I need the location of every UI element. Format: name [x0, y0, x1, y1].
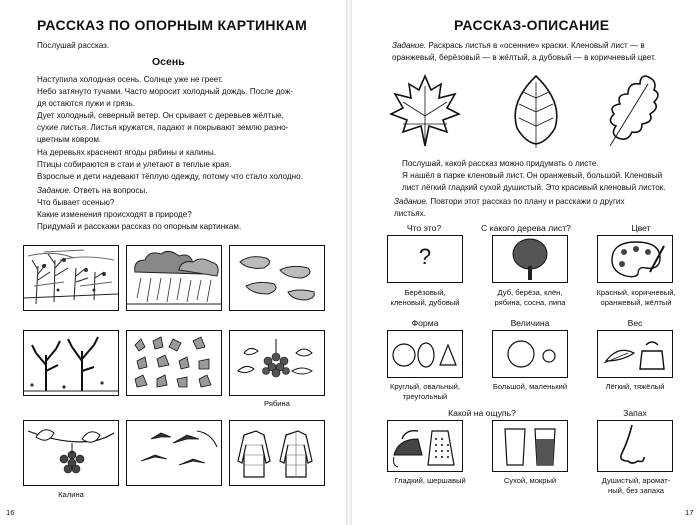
- task-coloring: [392, 40, 692, 64]
- birch-leaf-icon: [507, 72, 565, 150]
- plan-box-touch-rough: [387, 420, 463, 472]
- plan-label-touch: Какой на ощупь?: [448, 408, 516, 418]
- picture-fallen-leaves: [126, 330, 222, 396]
- picture-puddles: [229, 245, 325, 311]
- task-line: листьях.: [394, 209, 426, 219]
- oak-leaf-icon: [602, 72, 664, 150]
- plan-caption-smell: Душистый, аромат- ный, без запаха: [601, 476, 671, 495]
- question: Что бывает осенью?: [37, 198, 115, 208]
- story-line: На деревьях краснеют ягоды рябины и калины.: [37, 147, 216, 157]
- page-number-right: 17: [685, 508, 694, 517]
- task-line: Повтори этот рассказ по плану и расскажи о других: [430, 197, 625, 206]
- story-line: Наступила холодная осень. Солнце уже не греет.: [37, 75, 224, 84]
- plan-label-form: Форма: [411, 318, 439, 328]
- maple-leaf-icon: [389, 72, 461, 150]
- caption-viburnum: Калина: [58, 490, 84, 499]
- plan-caption-color: Красный, коричневый, оранжевый, жёлтый: [596, 288, 676, 307]
- plan-caption-touch-rough: Гладкий, шершавый: [394, 476, 466, 485]
- plan-label-size: Величина: [510, 318, 550, 328]
- task-line: оранжевый, берёзовый — в жёлтый, а дубовый — в коричневый цвет.: [392, 53, 657, 63]
- plan-box-tree: [492, 235, 568, 283]
- task-label: Задание.: [394, 197, 429, 206]
- story-line: дя остаются лужи и грязь.: [37, 99, 135, 109]
- page-number-left: 16: [6, 508, 15, 517]
- plan-box-weight: [597, 330, 673, 378]
- plan-box-form: [387, 330, 463, 378]
- plan-box-what: [387, 235, 463, 283]
- story-line: Взрослые и дети надевают тёплую одежду, потому что стало холодно.: [37, 171, 303, 181]
- task-block: [37, 185, 342, 233]
- question-mark: ?: [418, 244, 432, 269]
- story-title: Осень: [152, 56, 185, 68]
- picture-warm-clothes: [229, 420, 325, 486]
- palette-icon: [598, 236, 672, 282]
- plan-caption-weight: Лёгкий, тяжёлый: [605, 382, 665, 391]
- story-line: цветным ковром.: [37, 135, 102, 145]
- story-line: Дует холодный, северный ветер. Он срывает с деревьев жёлтые,: [37, 111, 284, 121]
- right-page: [352, 0, 699, 525]
- task-line: Раскрась листья в «осенние» краски. Кленовый лист — в: [428, 41, 645, 50]
- left-page-title: РАССКАЗ ПО ОПОРНЫМ КАРТИНКАМ: [37, 17, 308, 33]
- circles-size-icon: [493, 331, 567, 377]
- picture-wind-trees: [23, 245, 119, 311]
- story-line: Небо затянуто тучами. Часто моросит холодный дождь. После дож-: [37, 87, 293, 97]
- intro-text: Послушай рассказ.: [37, 41, 110, 50]
- plan-caption-form: Круглый, овальный, треугольный: [389, 382, 461, 401]
- plan-box-color: [597, 235, 673, 283]
- story-line: лист лёгкий гладкий сухой душистый. Это красивый кленовый листок.: [402, 183, 666, 193]
- plan-label-what: Что это?: [406, 223, 442, 233]
- plan-label-weight: Вес: [627, 318, 643, 328]
- question: Какие изменения происходят в природе?: [37, 210, 192, 220]
- sample-story: [402, 158, 694, 194]
- plan-label-color: Цвет: [631, 223, 651, 233]
- picture-birds-flying: [126, 420, 222, 486]
- iron-grater-icon: [388, 421, 462, 471]
- picture-bare-trees: [23, 330, 119, 396]
- picture-rowan: [229, 330, 325, 396]
- picture-viburnum: [23, 420, 119, 486]
- plan-caption-size: Большой, маленький: [492, 382, 568, 391]
- story-line: сухие листья. Листья кружатся, падают и покрывают землю разно-: [37, 123, 289, 133]
- plan-label-which-tree: С какого дерева лист?: [481, 223, 571, 233]
- plan-box-touch-wet: [492, 420, 568, 472]
- caption-rowan: Рябина: [264, 399, 290, 408]
- question: Придумай и расскажи рассказ по опорным картинкам.: [37, 222, 242, 232]
- story-line: Я нашёл в парке кленовый лист. Он оранжевый, большой. Кленовый: [402, 171, 663, 181]
- glasses-icon: [493, 421, 567, 471]
- task-label: Задание.: [37, 186, 72, 195]
- story-line: Птицы собираются в стаи и улетают в теплые края.: [37, 159, 232, 169]
- plan-caption-which-tree: Дуб, берёза, клён, рябина, сосна, липа: [494, 288, 566, 307]
- task-retell: [394, 196, 694, 220]
- plan-label-smell: Запах: [623, 408, 647, 418]
- task-label: Задание.: [392, 41, 427, 50]
- tree-icon: [493, 236, 567, 282]
- plan-caption-touch-wet: Сухой, мокрый: [503, 476, 557, 485]
- plan-box-size: [492, 330, 568, 378]
- right-page-title: РАССКАЗ-ОПИСАНИЕ: [454, 17, 610, 33]
- plan-caption-what: Берёзовый, кленовый, дубовый: [390, 288, 460, 307]
- picture-rain-clouds: [126, 245, 222, 311]
- story-text: [37, 74, 342, 183]
- shapes-icon: [388, 331, 462, 377]
- story-line: Послушай, какой рассказ можно придумать о листе.: [402, 159, 599, 168]
- feather-weight-icon: [598, 331, 672, 377]
- task-text: Ответь на вопросы.: [73, 186, 148, 195]
- nose-icon: [598, 421, 672, 471]
- left-page: [0, 0, 346, 525]
- plan-box-smell: [597, 420, 673, 472]
